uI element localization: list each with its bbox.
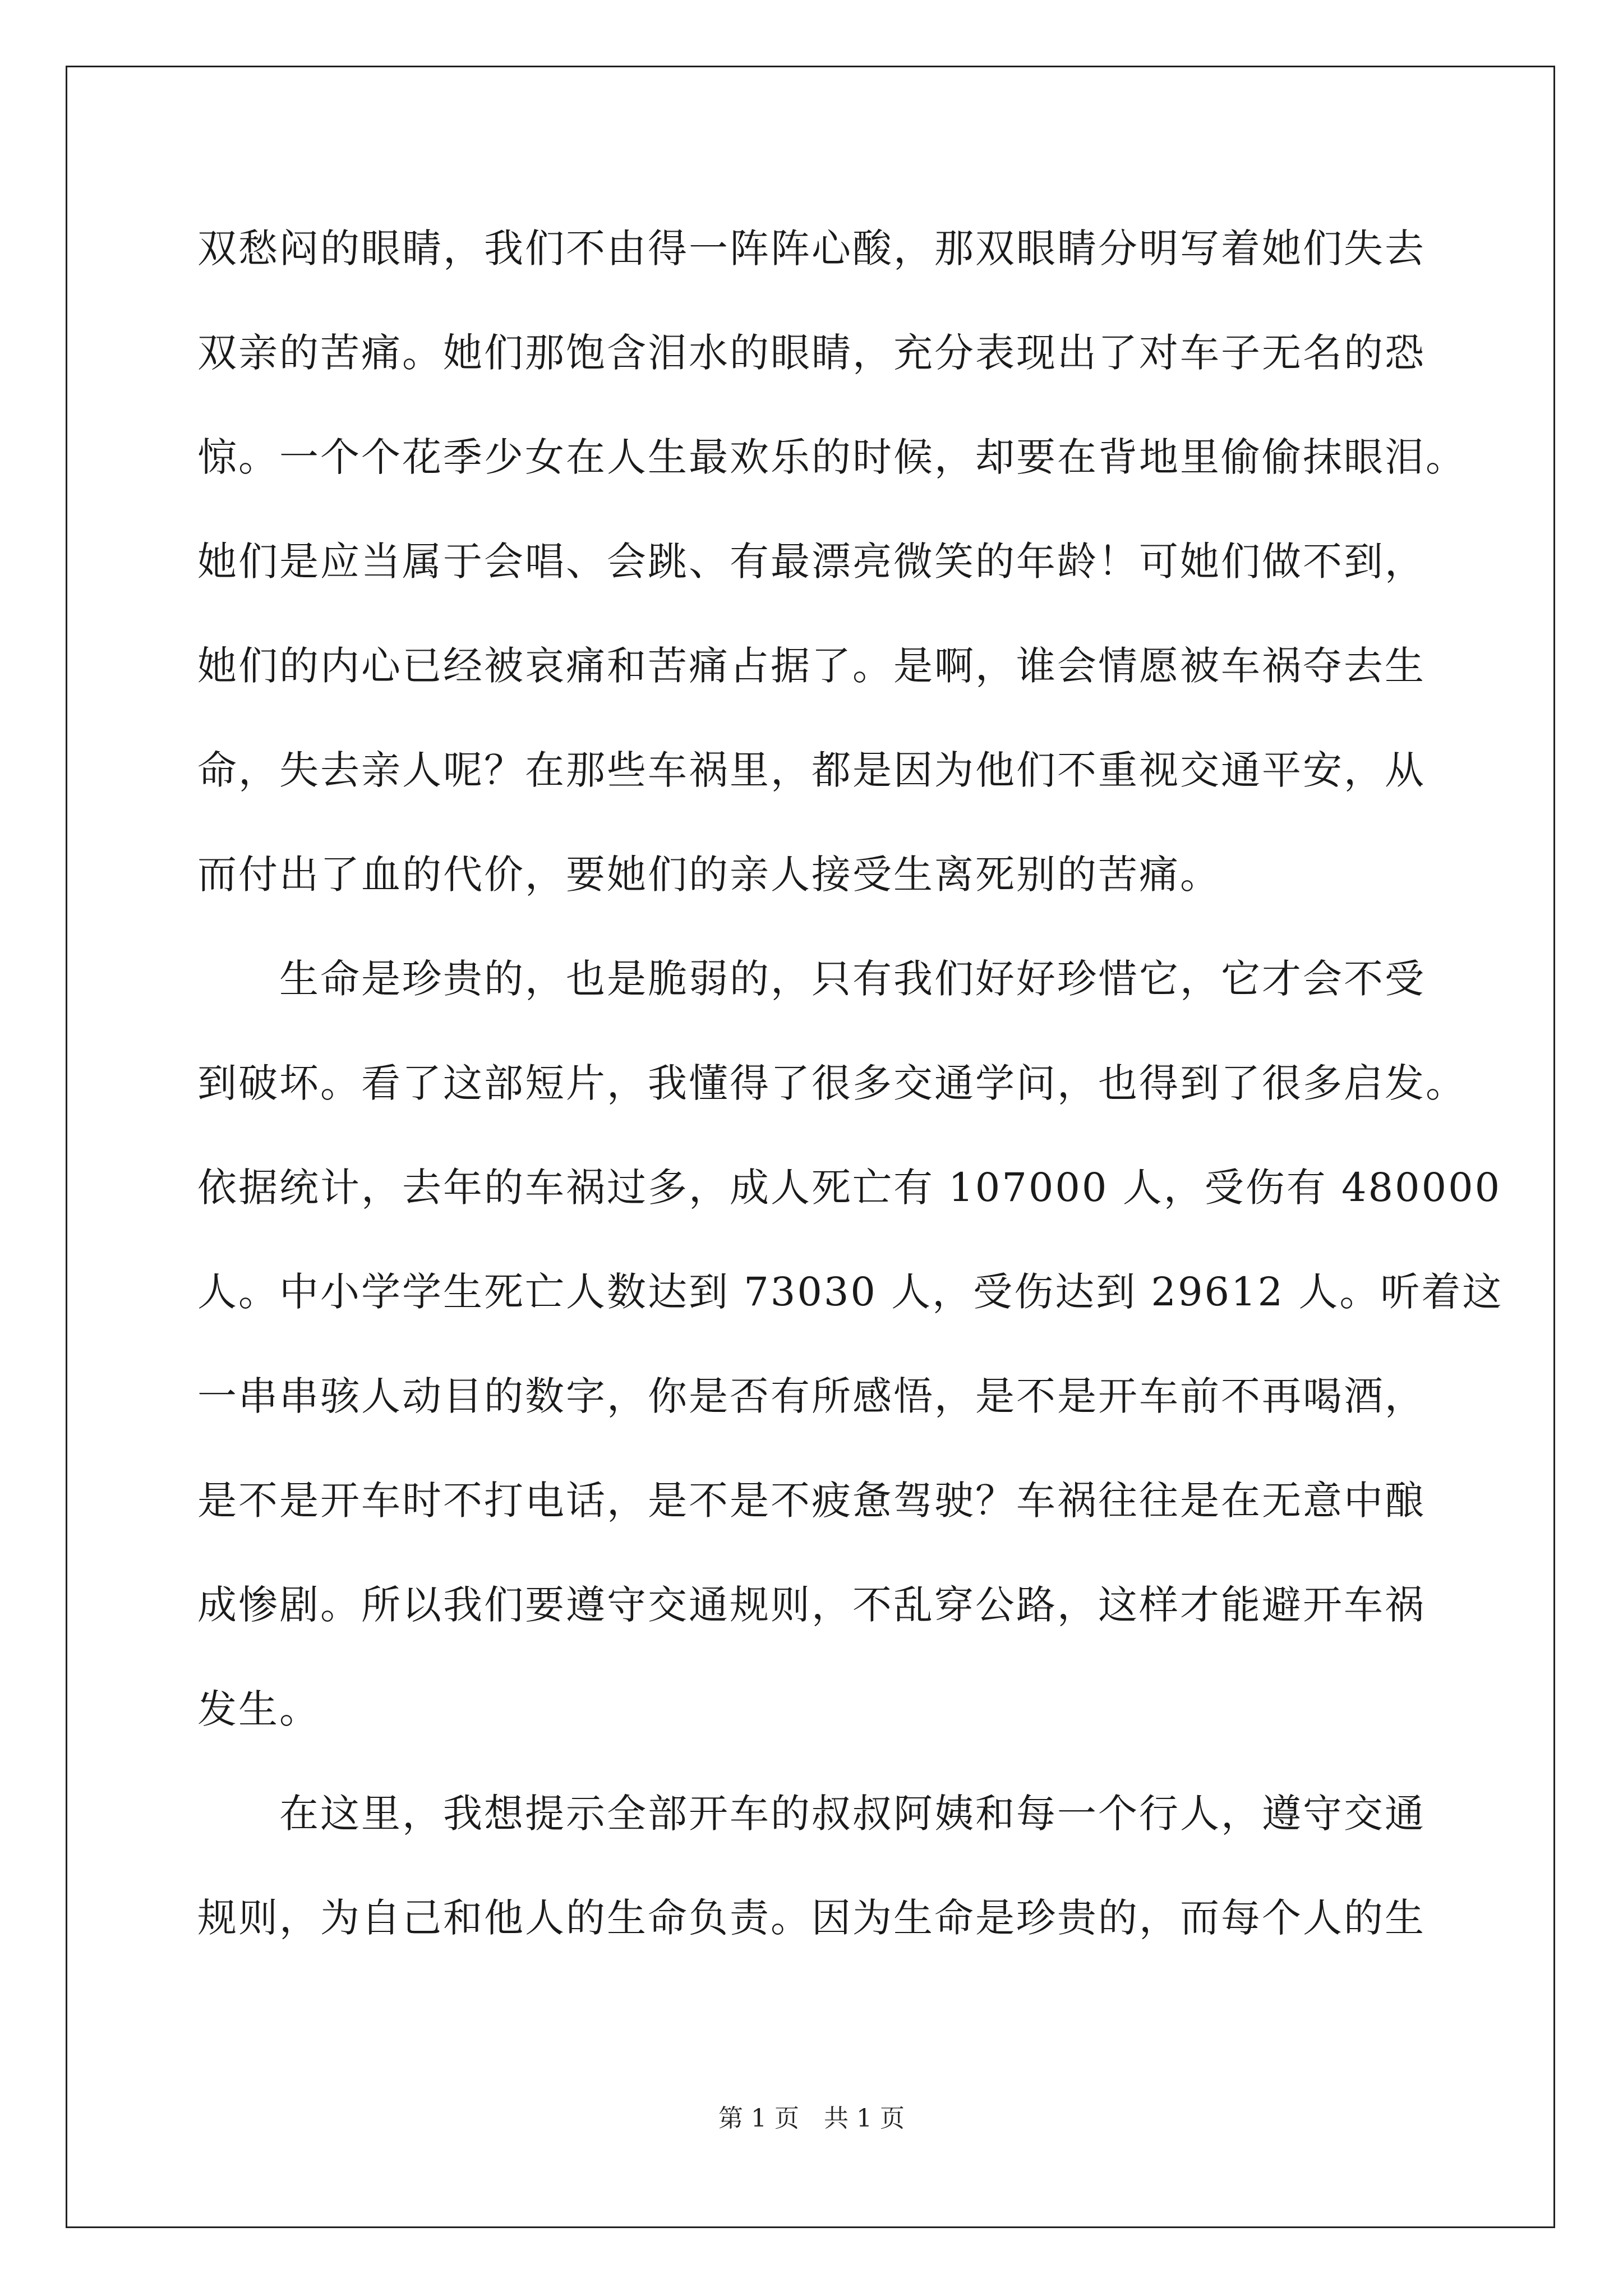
document-body [197, 217, 1504, 1991]
text-line: 依据统计，去年的车祸过多，成人死亡有 107000 人，受伤有 480000 [197, 1165, 1502, 1211]
text-line: 到破坏。看了这部短片，我懂得了很多交通学问，也得到了很多启发。 [197, 1060, 1467, 1106]
text-line: 发生。 [197, 1686, 320, 1732]
text-line: 惊。一个个花季少女在人生最欢乐的时候，却要在背地里偷偷抹眼泪。 [197, 434, 1467, 480]
text-line: 规则，为自己和他人的生命负责。因为生命是珍贵的，而每个人的生 [197, 1895, 1426, 1941]
text-line: 在这里，我想提示全部开车的叔叔阿姨和每一个行人，遵守交通 [197, 1791, 1426, 1837]
text-line: 双亲的苦痛。她们那饱含泪水的眼睛，充分表现出了对车子无名的恐 [197, 330, 1426, 376]
text-line: 生命是珍贵的，也是脆弱的，只有我们好好珍惜它，它才会不受 [197, 956, 1426, 1002]
text-line: 一串串骇人动目的数字，你是否有所感悟，是不是开车前不再喝酒， [197, 1373, 1426, 1419]
text-line: 是不是开车时不打电话，是不是不疲惫驾驶？车祸往往是在无意中酿 [197, 1478, 1426, 1524]
text-line: 而付出了血的代价，要她们的亲人接受生离死别的苦痛。 [197, 852, 1221, 898]
text-line: 命，失去亲人呢？在那些车祸里，都是因为他们不重视交通平安，从 [197, 747, 1426, 793]
text-line: 成惨剧。所以我们要遵守交通规则，不乱穿公路，这样才能避开车祸 [197, 1582, 1426, 1628]
page-number-footer: 第 1 页 共 1 页 [718, 2104, 905, 2133]
text-line: 人。中小学学生死亡人数达到 73030 人，受伤达到 29612 人。听着这 [197, 1269, 1504, 1315]
text-line: 双愁闷的眼睛，我们不由得一阵阵心酸，那双眼睛分明写着她们失去 [197, 226, 1426, 272]
text-line: 她们是应当属于会唱、会跳、有最漂亮微笑的年龄！可她们做不到， [197, 539, 1426, 585]
text-line: 她们的内心已经被哀痛和苦痛占据了。是啊，谁会情愿被车祸夺去生 [197, 643, 1426, 689]
